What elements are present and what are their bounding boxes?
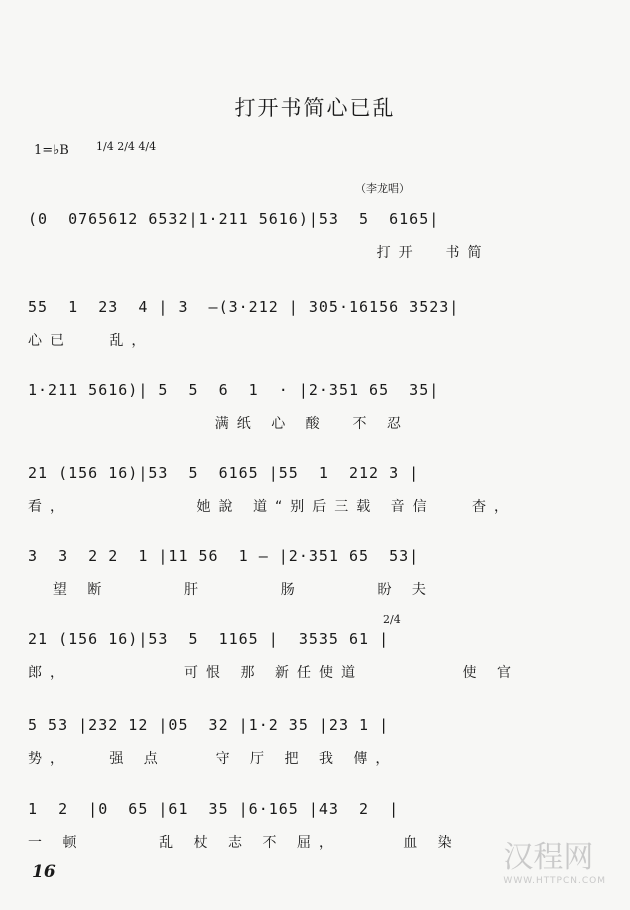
notes: 1 2 |0 65 |61 35 |6·165 |43 2 | bbox=[28, 800, 400, 818]
notes: 1·211 5616)| 5 5 6 1 · |2·351 65 35| bbox=[28, 381, 440, 399]
watermark-url: WWW.HTTPCN.COM bbox=[503, 876, 606, 886]
meter-2: 2/4 bbox=[117, 140, 135, 153]
lyrics: 满纸 心 酸 不 忍 bbox=[28, 416, 410, 432]
time-signatures bbox=[96, 140, 156, 153]
lyrics: 打开 书简 bbox=[28, 245, 490, 261]
meter-1: 1/4 bbox=[96, 140, 114, 153]
lyrics: 心已 乱， bbox=[28, 333, 154, 349]
meter-3: 4/4 bbox=[138, 140, 157, 153]
score-line bbox=[28, 381, 528, 451]
notes: 55 1 23 4 | 3 —(3·212 | 305·16156 3523| bbox=[28, 298, 460, 316]
notes: 3 3 2 2 1 |11 56 1 — |2·351 65 53| bbox=[28, 547, 420, 565]
notes: 21 (156 16)|53 5 6165 |55 1 212 3 | bbox=[28, 464, 420, 482]
lyrics: 势， 强 点 守 厅 把 我 傳， bbox=[28, 751, 398, 767]
notes: (0 0765612 6532|1·211 5616)|53 5 6165| bbox=[28, 210, 440, 228]
score-line bbox=[28, 210, 528, 280]
lyrics: 望 断 肝 肠 盼 夫 bbox=[28, 582, 434, 598]
singer-credit: （李龙唱） bbox=[355, 182, 410, 195]
page-title: 打开书简心已乱 bbox=[234, 96, 396, 120]
score-line bbox=[28, 547, 528, 617]
watermark-logo: 汉程网 bbox=[503, 840, 594, 875]
score-line bbox=[28, 298, 528, 368]
lyrics: 郎， 可恨 那 新任使道 使 官 bbox=[28, 665, 520, 681]
time-change: 2/4 bbox=[383, 613, 401, 626]
key-signature: 1=♭B bbox=[34, 143, 69, 158]
lyrics: 一 顿 乱 杖 志 不 屈， 血 染 bbox=[28, 835, 460, 851]
watermark bbox=[503, 832, 606, 886]
score-line bbox=[28, 630, 528, 700]
score-line bbox=[28, 800, 528, 870]
score-line bbox=[28, 464, 528, 534]
lyrics: 看， 她說 道“别后三载 音信 杳， bbox=[28, 499, 517, 515]
notes: 5 53 |232 12 |05 32 |1·2 35 |23 1 | bbox=[28, 716, 390, 734]
notes: 21 (156 16)|53 5 1165 | 3535 61 | bbox=[28, 630, 390, 648]
page-number: 16 bbox=[32, 862, 56, 882]
score-line bbox=[28, 716, 528, 786]
